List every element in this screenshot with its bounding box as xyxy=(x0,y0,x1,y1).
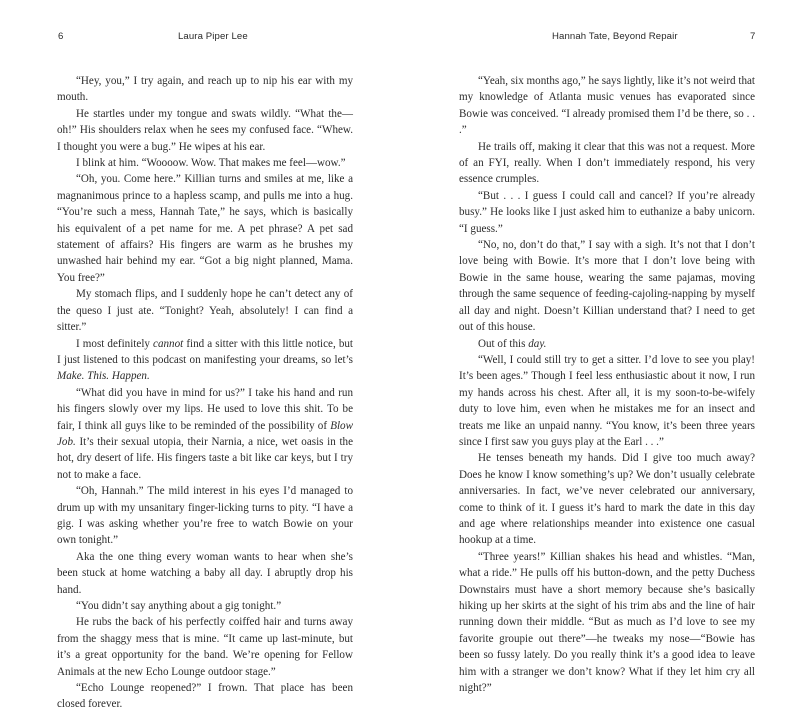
text-run: Out of this xyxy=(478,337,529,350)
right-page xyxy=(405,0,810,695)
paragraph xyxy=(57,73,353,106)
text-run: He trails off, making it clear that this was not a request. More of an FYI, really. When I don’t immediately respond, his very essence crumples. xyxy=(459,140,755,186)
paragraph xyxy=(459,336,755,352)
paragraph xyxy=(57,155,353,171)
italic-text: Make. This. Happen. xyxy=(57,370,150,383)
text-run: He startles under my tongue and swats wildly. “What the—oh!” His shoulders relax when he sees my confused face. “Whew. I thought you were a bug.” He wipes at his ear. xyxy=(57,107,353,153)
paragraph xyxy=(459,352,755,450)
text-run: “What did you have in mind for us?” I take his hand and run his fingers slowly over my lips. He used to love this shit. To be fair, I think all guys like to be reminded of the possibility of xyxy=(57,386,353,432)
text-run: He tenses beneath my hands. Did I give too much away? Does he know I know something’s up? We don’t usually celebrate anniversaries. In fact, we’ve never celebrated our anniversary, come to think of it. I guess it’s hard to mark the date in this day and age where relationships meander into existence one casual hookup at a time. xyxy=(459,452,755,547)
text-run: Aka the one thing every woman wants to hear when she’s been stuck at home watching a baby all day. I abruptly drop his hand. xyxy=(57,550,353,596)
paragraph xyxy=(57,483,353,549)
text-run: “Yeah, six months ago,” he says lightly, like it’s not weird that my knowledge of Atlanta music venues has evaporated since Bowie was conceived. “I already promised them I’d be there, so . . .” xyxy=(459,75,755,137)
body-text xyxy=(57,73,353,713)
paragraph xyxy=(57,106,353,155)
paragraph xyxy=(57,171,353,286)
body-text xyxy=(459,73,755,696)
text-run: I most definitely xyxy=(76,337,154,350)
paragraph xyxy=(57,680,353,713)
text-run: “But . . . I guess I could call and cancel? If you’re already busy.” He looks like I just asked him to euthanize a baby unicorn. “I guess.” xyxy=(459,189,755,235)
text-run: “Oh, you. Come here.” Killian turns and smiles at me, like a magnanimous prince to a hapless scamp, and pulls me into a hug. “You’re such a mess, Hannah Tate,” he says, which is basically his equivalent of a pet name for me. A pet phrase? A pet sad statement of affairs? His fingers are warm as he brushes my unwashed hair behind my ear. “Got a big night planned, Mama. You free?” xyxy=(57,173,353,284)
text-run: “Echo Lounge reopened?” I frown. That place has been closed forever. xyxy=(57,682,353,711)
text-run: “Well, I could still try to get a sitter. I’d love to see you play! It’s been ages.” Though I feel less enthusiastic about it now, I run my hands across his chest. After all, it is my soon-to-be-wifely duty to love him, even when he mistakes me for an insect and treats me like an unpaid nanny. “You know, it’s been three years since I first saw you guys play at the Earl . . .” xyxy=(459,353,755,448)
running-head-title: Hannah Tate, Beyond Repair xyxy=(552,31,678,42)
text-run: “You didn’t say anything about a gig tonight.” xyxy=(76,600,282,612)
text-run: It’s their sexual utopia, their Narnia, a nice, wet oasis in the hot, dry desert of life. His fingers taste a bit like car keys, but I try not to make a face. xyxy=(57,435,353,481)
text-run: I blink at him. “Woooow. Wow. That makes me feel—wow.” xyxy=(76,157,346,170)
italic-text: Blow Job. xyxy=(57,419,353,448)
paragraph xyxy=(57,549,353,598)
page-number: 7 xyxy=(750,31,756,42)
paragraph xyxy=(57,336,353,385)
italic-text: day. xyxy=(528,337,547,350)
paragraph xyxy=(459,73,755,139)
paragraph xyxy=(57,385,353,483)
text-run: “No, no, don’t do that,” I say with a sigh. It’s not that I don’t love being with Bowie. It’s more that I don’t love being with Bowie in the same house, wearing the same pajamas, moving through the same sequence of feeding-cajoling-napping by myself all day and night. Doesn’t Killian understand that? I need to get out of this house. xyxy=(459,239,755,334)
page-number: 6 xyxy=(58,31,64,42)
paragraph xyxy=(57,614,353,680)
italic-text: cannot xyxy=(153,337,184,350)
text-run: “Three years!” Killian shakes his head and whistles. “Man, what a ride.” He pulls off his button-down, and the petty Duchess Downstairs must have a short memory because she’s basically hiking up her skirts at the sight of his trim abs and the line of hair running down their middle. “But as much as I’d love to see my favorite groupie out there”—he tweaks my nose—“Bowie has been so fussy lately. Do you really think it’s a good idea to leave him with a stranger we don’t know? What if they let him cry all night?” xyxy=(459,550,755,695)
paragraph xyxy=(459,188,755,237)
paragraph xyxy=(57,286,353,335)
text-run: He rubs the back of his perfectly coiffed hair and turns away from the shaggy mess that is mine. “It came up last-minute, but it’s a great opportunity for the band. We’re opening for Fellow Animals at the new Echo Lounge outdoor stage.” xyxy=(57,616,353,678)
running-head-author: Laura Piper Lee xyxy=(178,31,248,42)
left-page xyxy=(0,0,405,711)
text-run: find a sitter with this little notice, but I just listened to this podcast on manifesting your dreams, so let’s xyxy=(57,337,353,366)
paragraph xyxy=(459,139,755,188)
text-run: “Hey, you,” I try again, and reach up to nip his ear with my mouth. xyxy=(57,75,353,104)
paragraph xyxy=(459,450,755,548)
paragraph xyxy=(459,549,755,697)
text-run: My stomach flips, and I suddenly hope he can’t detect any of the queso I just ate. “Tonight? Yeah, absolutely! I can find a sitter.” xyxy=(57,288,353,334)
paragraph xyxy=(459,237,755,335)
text-run: “Oh, Hannah.” The mild interest in his eyes I’d managed to drum up with my unsanitary finger-licking turns to pity. “I have a gig. I was asking whether you’re free to watch Bowie on your own tonight.” xyxy=(57,485,353,547)
